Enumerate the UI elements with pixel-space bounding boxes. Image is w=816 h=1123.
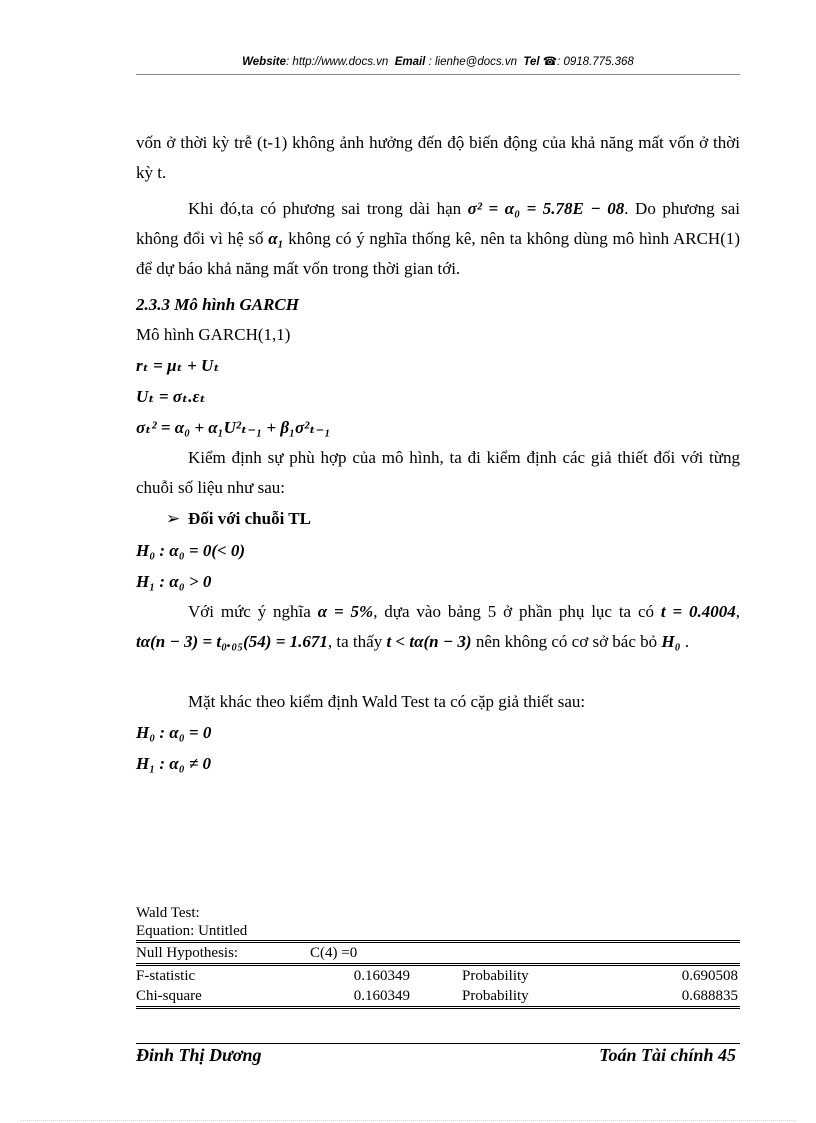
page-bottom-border [20,1120,796,1121]
tel-number: : 0918.775.368 [557,56,634,68]
h0-symbol: H₀ [661,632,681,651]
hypothesis-h1-a: H₁ : α₀ > 0 [136,572,212,591]
significance-level: α = 5% [317,602,374,621]
null-hypothesis-label: Null Hypothesis: [136,945,239,961]
paragraph-2 [136,194,740,284]
hypothesis-h1-b: H₁ : α₀ ≠ 0 [136,754,211,773]
paragraph-4-text-c: , ta thấy [327,632,383,651]
paragraph-1: vốn ở thời kỳ trễ (t-1) không ảnh hưởng đến độ biến động của khả năng mất vốn ở thời kỳ t. [136,133,740,182]
paragraph-5: Mặt khác theo kiểm định Wald Test ta có cặp giả thiết sau: [188,692,586,711]
wald-title: Wald Test: [136,905,200,921]
phone-icon: ☎ [542,56,558,68]
table-row [136,966,740,986]
paragraph-4-text-a: Với mức ý nghĩa [188,602,311,621]
prob-label: Probability [462,988,529,1004]
paragraph-4-separator: , [735,602,741,621]
inequality: t < tα(n − 3) [386,632,472,651]
email-label: Email [394,56,426,68]
table-row [136,986,740,1006]
stat-value: 0.160349 [353,988,410,1004]
prob-value: 0.688835 [681,988,738,1004]
bullet-item [166,503,740,535]
null-hypothesis-value: C(4) =0 [310,945,358,961]
paragraph-3: Kiểm định sự phù hợp của mô hình, ta đi kiểm định các giả thiết đối với từng chuỗi số liệu như sau: [136,448,740,497]
arrow-bullet-icon: ➢ [166,509,181,529]
document-body [136,128,740,779]
paragraph-2-text-b: . Do phương sai không đổi vì hệ số [136,199,740,248]
t-statistic: t = 0.4004 [660,602,736,621]
footer-author: Đinh Thị Dương [136,1045,262,1065]
paragraph-4-text-d: nên không có cơ sở bác bỏ [475,632,658,651]
null-hypothesis-row [136,943,740,963]
hypothesis-h0-b: H₀ : α₀ = 0 [136,723,212,742]
paragraph-2-text-c: không có ý nghĩa thống kê, nên ta không dùng mô hình ARCH(1) để dự báo khả năng mất vốn trong thời gian tới. [136,229,741,278]
website-url: : http://www.docs.vn [286,56,389,68]
footer-divider [136,1043,740,1044]
stat-value: 0.160349 [353,968,410,984]
prob-value: 0.690508 [681,968,738,984]
stat-name: Chi-square [136,988,202,1004]
equation-error: Uₜ = σₜ.εₜ [136,387,206,406]
paragraph-4 [136,597,740,657]
paragraph-4-text-b: , dựa vào bảng 5 ở phần phụ lục ta có [373,602,655,621]
paragraph-4-text-e: . [684,632,690,651]
model-name: Mô hình GARCH(1,1) [136,325,291,344]
bullet-text: Đối với chuỗi TL [188,509,311,528]
long-run-variance-formula: σ² = α₀ = 5.78E − 08 [467,199,625,218]
tel-label: Tel [523,56,540,68]
header-divider [136,74,740,75]
page-header [136,54,740,68]
alpha1-symbol: α₁ [268,229,284,248]
section-heading: 2.3.3 Mô hình GARCH [136,295,299,314]
wald-test-output [136,904,740,1009]
critical-value: tα(n − 3) = t₀.₀₅(54) = 1.671 [136,632,328,651]
wald-bottom-rule [136,1006,740,1009]
wald-equation: Equation: Untitled [136,923,248,939]
website-label: Website [242,56,287,68]
prob-label: Probability [462,968,529,984]
paragraph-2-text-a: Khi đó,ta có phương sai trong dài hạn [188,199,462,218]
equation-return: rₜ = μₜ + Uₜ [136,356,220,375]
footer-page-label: Toán Tài chính 45 [599,1045,736,1065]
hypothesis-h0-a: H₀ : α₀ = 0(< 0) [136,541,246,560]
email-address: : lienhe@docs.vn [425,56,517,68]
equation-variance: σₜ² = α₀ + α₁U²ₜ₋₁ + β₁σ²ₜ₋₁ [136,418,331,437]
stat-name: F-statistic [136,968,196,984]
